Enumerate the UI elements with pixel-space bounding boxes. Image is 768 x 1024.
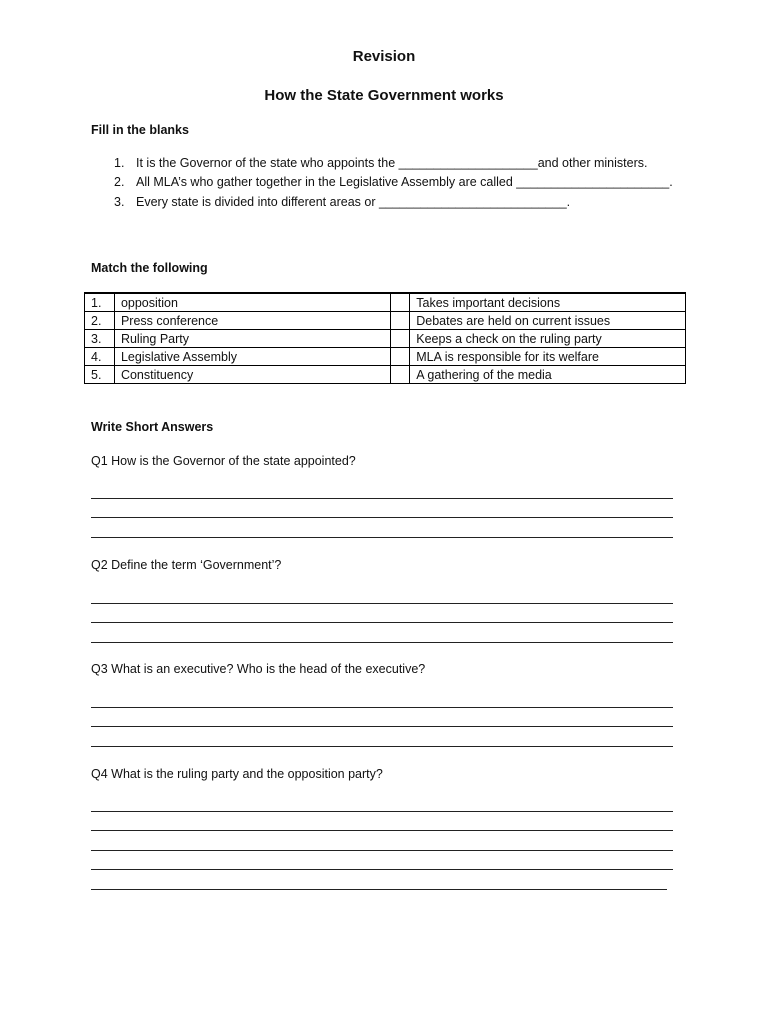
answer-line bbox=[91, 830, 673, 831]
row-number: 5. bbox=[85, 366, 115, 384]
answer-line bbox=[91, 746, 673, 747]
question-4: Q4 What is the ruling party and the opposition party? bbox=[91, 767, 383, 781]
answer-line bbox=[91, 707, 673, 708]
answer-line bbox=[91, 869, 673, 870]
fill-blank-item bbox=[114, 175, 673, 189]
answer-line bbox=[91, 537, 673, 538]
answer-line bbox=[91, 498, 673, 499]
right-description: Takes important decisions bbox=[410, 293, 686, 312]
answer-line bbox=[91, 889, 667, 890]
table-row bbox=[85, 330, 686, 348]
item-number: 1. bbox=[114, 156, 125, 170]
answer-cell bbox=[390, 348, 410, 366]
item-number: 3. bbox=[114, 195, 125, 209]
answer-line bbox=[91, 726, 673, 727]
right-description: Debates are held on current issues bbox=[410, 312, 686, 330]
item-text: All MLA’s who gather together in the Legislative Assembly are called ______________________. bbox=[136, 175, 673, 189]
item-text: It is the Governor of the state who appoints the ____________________and other ministers. bbox=[136, 156, 648, 170]
fill-blanks-heading: Fill in the blanks bbox=[91, 123, 189, 137]
left-term: Legislative Assembly bbox=[114, 348, 390, 366]
row-number: 4. bbox=[85, 348, 115, 366]
right-description: A gathering of the media bbox=[410, 366, 686, 384]
left-term: opposition bbox=[114, 293, 390, 312]
answer-cell bbox=[390, 312, 410, 330]
fill-blank-item bbox=[114, 156, 647, 170]
table-row bbox=[85, 293, 686, 312]
table-row bbox=[85, 348, 686, 366]
answer-line bbox=[91, 603, 673, 604]
short-answers-heading: Write Short Answers bbox=[91, 420, 214, 434]
question-2: Q2 Define the term ‘Government’? bbox=[91, 558, 282, 572]
left-term: Ruling Party bbox=[114, 330, 390, 348]
row-number: 1. bbox=[85, 293, 115, 312]
right-description: MLA is responsible for its welfare bbox=[410, 348, 686, 366]
question-1: Q1 How is the Governor of the state appointed? bbox=[91, 454, 356, 468]
answer-cell bbox=[390, 366, 410, 384]
left-term: Constituency bbox=[114, 366, 390, 384]
item-number: 2. bbox=[114, 175, 125, 189]
table-row bbox=[85, 312, 686, 330]
page-subtitle: How the State Government works bbox=[264, 87, 504, 104]
answer-cell bbox=[390, 330, 410, 348]
answer-line bbox=[91, 622, 673, 623]
answer-line bbox=[91, 517, 673, 518]
page-title: Revision bbox=[352, 48, 416, 65]
row-number: 2. bbox=[85, 312, 115, 330]
answer-line bbox=[91, 642, 673, 643]
row-number: 3. bbox=[85, 330, 115, 348]
match-table bbox=[84, 292, 686, 384]
right-description: Keeps a check on the ruling party bbox=[410, 330, 686, 348]
table-row bbox=[85, 366, 686, 384]
match-heading: Match the following bbox=[91, 261, 208, 275]
answer-cell bbox=[390, 293, 410, 312]
answer-line bbox=[91, 811, 673, 812]
question-3: Q3 What is an executive? Who is the head of the executive? bbox=[91, 662, 426, 676]
fill-blank-item bbox=[114, 195, 570, 209]
item-text: Every state is divided into different areas or ___________________________. bbox=[136, 195, 571, 209]
left-term: Press conference bbox=[114, 312, 390, 330]
answer-line bbox=[91, 850, 673, 851]
